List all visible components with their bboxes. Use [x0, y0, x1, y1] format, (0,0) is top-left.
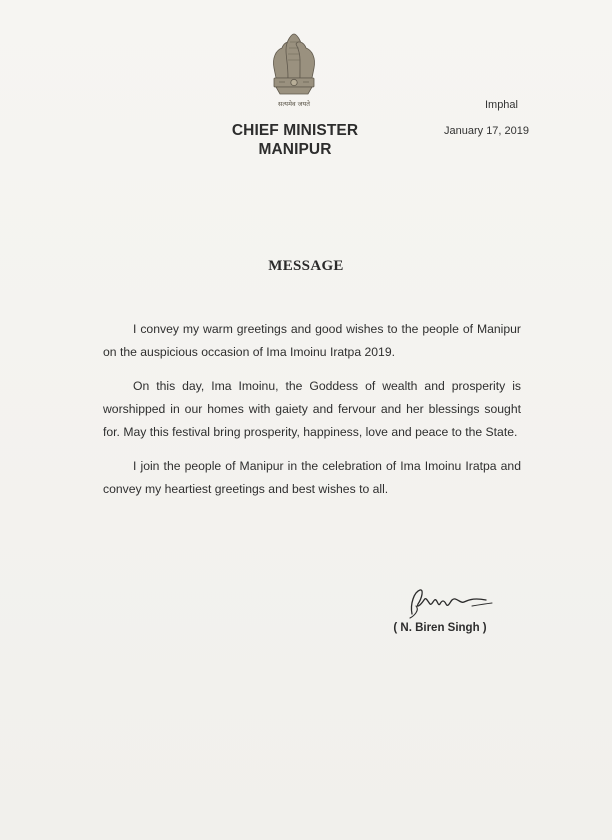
message-body [103, 318, 521, 512]
state-emblem-icon [266, 28, 322, 118]
paragraph: On this day, Ima Imoinu, the Goddess of wealth and prosperity is worshipped in our homes with gaiety and fervour and her blessings sought for. May this festival bring prosperity, happiness, love and peace to the State. [103, 379, 521, 439]
message-heading: MESSAGE [268, 258, 344, 274]
date-label: January 17, 2019 [444, 125, 530, 137]
signature-icon [402, 584, 498, 622]
emblem-motto: सत्यमेव जयते [278, 100, 310, 108]
paragraph: I convey my warm greetings and good wishes to the people of Manipur on the auspicious occasion of Ima Imoinu Iratpa 2019. [103, 322, 521, 359]
office-line-1: CHIEF MINISTER [231, 122, 359, 139]
office-title [220, 121, 370, 159]
office-line-2: MANIPUR [258, 141, 332, 158]
signatory-name: ( N. Biren Singh ) [393, 622, 487, 634]
place-label: Imphal [484, 99, 518, 111]
paragraph: I join the people of Manipur in the celebration of Ima Imoinu Iratpa and convey my heartiest greetings and best wishes to all. [103, 459, 521, 496]
